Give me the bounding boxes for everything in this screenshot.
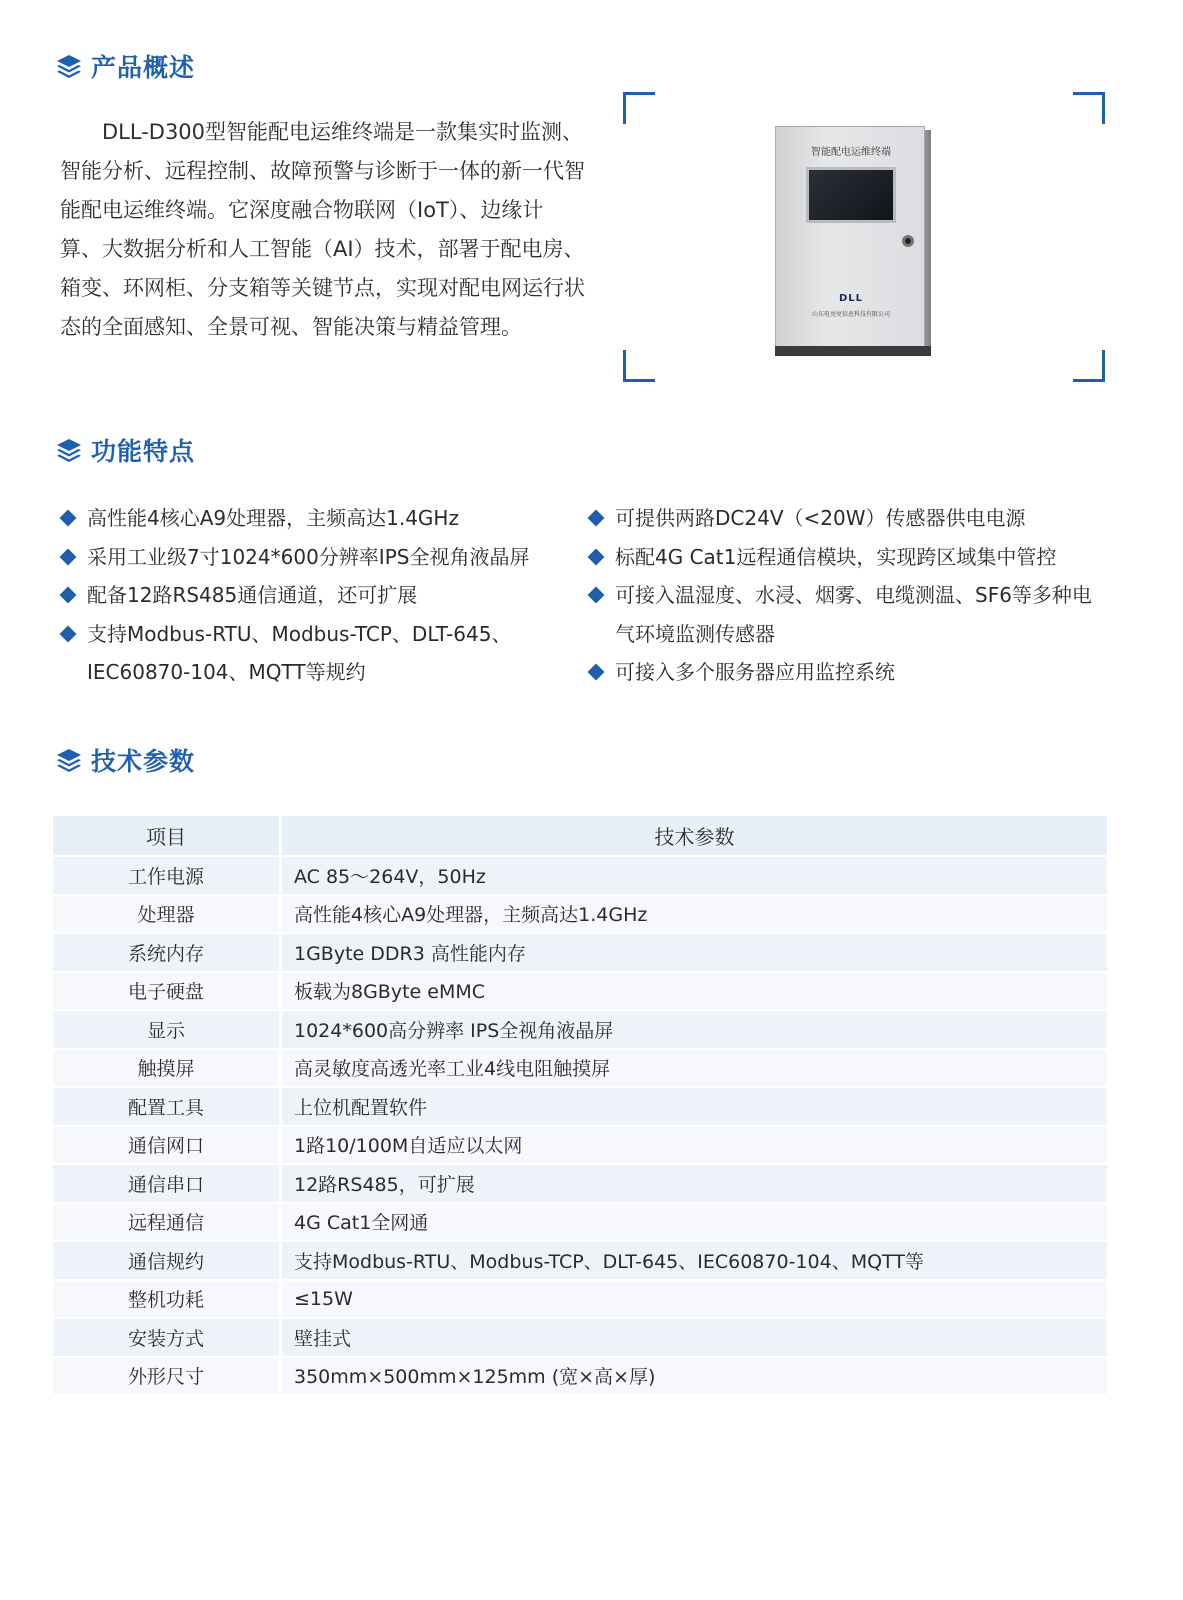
frame-corner xyxy=(623,92,655,124)
feature-text: 可接入多个服务器应用监控系统 xyxy=(615,660,895,684)
spec-value: 1024*600高分辨率 IPS全视角液晶屏 xyxy=(282,1011,1107,1050)
table-row xyxy=(53,1088,1107,1127)
cabinet-panel-title: 智能配电运维终端 xyxy=(811,147,891,158)
diamond-bullet-icon xyxy=(588,510,605,527)
section-heading-overview xyxy=(55,48,195,84)
table-row xyxy=(53,1358,1107,1397)
product-intro-text: DLL-D300型智能配电运维终端是一款集实时监测、智能分析、远程控制、故障预警与诊断于一体的新一代智能配电运维终端。它深度融合物联网（IoT）、边缘计算、大数据分析和人工智能（AI）技术，部署于配电房、箱变、环网柜、分支箱等关键节点，实现对配电网运行状态的全面感知、全景可视、智能决策与精益管理。 xyxy=(60,120,585,339)
feature-text: 可提供两路DC24V（<20W）传感器供电电源 xyxy=(615,506,1026,530)
feature-item xyxy=(60,538,560,577)
diamond-bullet-icon xyxy=(60,587,77,604)
diamond-bullet-icon xyxy=(60,510,77,527)
table-row xyxy=(53,1319,1107,1358)
column-header-item: 项目 xyxy=(53,816,282,857)
feature-text: 可接入温湿度、水浸、烟雾、电缆测温、SF6等多种电气环境监测传感器 xyxy=(615,583,1092,646)
cabinet-company-label: 山东电亮亮信息科技有限公司 xyxy=(811,311,890,318)
table-row xyxy=(53,1165,1107,1204)
column-header-value: 技术参数 xyxy=(282,816,1107,857)
table-row xyxy=(53,1281,1107,1320)
lock-knob-icon xyxy=(902,235,914,247)
feature-text: 标配4G Cat1远程通信模块，实现跨区域集中管控 xyxy=(615,544,1057,569)
table-row xyxy=(53,1011,1107,1050)
layers-stack-icon xyxy=(55,52,83,80)
spec-name: 处理器 xyxy=(53,896,282,935)
spec-table xyxy=(53,816,1107,1396)
spec-name: 配置工具 xyxy=(53,1088,282,1127)
feature-item xyxy=(588,576,1108,653)
diamond-bullet-icon xyxy=(588,664,605,681)
table-row xyxy=(53,857,1107,896)
cabinet-front xyxy=(775,126,925,348)
spec-value: 350mm×500mm×125mm (宽×高×厚) xyxy=(282,1358,1107,1397)
feature-item xyxy=(60,576,560,615)
spec-name: 显示 xyxy=(53,1011,282,1050)
feature-text: 支持Modbus-RTU、Modbus-TCP、DLT-645、IEC60870-104、MQTT等规约 xyxy=(87,621,512,684)
section-heading-features xyxy=(55,432,195,468)
feature-text: 配备12路RS485通信通道，还可扩展 xyxy=(87,583,418,607)
feature-item xyxy=(588,653,1108,692)
table-row xyxy=(53,896,1107,935)
spec-name: 工作电源 xyxy=(53,857,282,896)
spec-name: 安装方式 xyxy=(53,1319,282,1358)
table-row xyxy=(53,934,1107,973)
spec-value: ≤15W xyxy=(282,1281,1107,1320)
cabinet-screen xyxy=(806,167,896,223)
diamond-bullet-icon xyxy=(588,548,605,565)
spec-value: 高性能4核心A9处理器，主频高达1.4GHz xyxy=(282,896,1107,935)
section-title: 技术参数 xyxy=(91,747,196,776)
spec-value: 高灵敏度高透光率工业4线电阻触摸屏 xyxy=(282,1050,1107,1089)
feature-item xyxy=(60,615,560,692)
terminal-cabinet-image xyxy=(775,126,931,356)
table-row xyxy=(53,973,1107,1012)
feature-item xyxy=(588,538,1108,577)
cabinet-logo: DLL xyxy=(838,293,864,304)
spec-value: 4G Cat1全网通 xyxy=(282,1204,1107,1243)
section-title: 产品概述 xyxy=(91,53,196,82)
feature-list-right xyxy=(588,499,1108,692)
frame-corner xyxy=(623,350,655,382)
spec-name: 电子硬盘 xyxy=(53,973,282,1012)
table-row xyxy=(53,1242,1107,1281)
feature-text: 高性能4核心A9处理器，主频高达1.4GHz xyxy=(87,506,459,530)
feature-text: 采用工业级7寸1024*600分辨率IPS全视角液晶屏 xyxy=(87,544,530,569)
spec-name: 通信网口 xyxy=(53,1127,282,1166)
spec-name: 远程通信 xyxy=(53,1204,282,1243)
spec-value: 上位机配置软件 xyxy=(282,1088,1107,1127)
feature-item xyxy=(60,499,560,538)
layers-stack-icon xyxy=(55,436,83,464)
table-row xyxy=(53,1204,1107,1243)
feature-item xyxy=(588,499,1108,538)
spec-value: 支持Modbus-RTU、Modbus-TCP、DLT-645、IEC60870-104、MQTT等 xyxy=(282,1242,1107,1281)
spec-value: 壁挂式 xyxy=(282,1319,1107,1358)
frame-corner xyxy=(1073,350,1105,382)
diamond-bullet-icon xyxy=(60,625,77,642)
frame-corner xyxy=(1073,92,1105,124)
section-heading-specs xyxy=(55,742,195,778)
table-header-row xyxy=(53,816,1107,857)
diamond-bullet-icon xyxy=(60,548,77,565)
spec-name: 系统内存 xyxy=(53,934,282,973)
cabinet-base xyxy=(775,346,931,356)
layers-stack-icon xyxy=(55,746,83,774)
feature-list-left xyxy=(60,499,560,692)
spec-value: 12路RS485，可扩展 xyxy=(282,1165,1107,1204)
spec-value: 1GByte DDR3 高性能内存 xyxy=(282,934,1107,973)
spec-value: 板载为8GByte eMMC xyxy=(282,973,1107,1012)
product-photo xyxy=(623,92,1105,382)
spec-name: 整机功耗 xyxy=(53,1281,282,1320)
spec-value: AC 85～264V，50Hz xyxy=(282,857,1107,896)
table-row xyxy=(53,1127,1107,1166)
table-row xyxy=(53,1050,1107,1089)
spec-name: 触摸屏 xyxy=(53,1050,282,1089)
spec-value: 1路10/100M自适应以太网 xyxy=(282,1127,1107,1166)
diamond-bullet-icon xyxy=(588,587,605,604)
spec-name: 通信规约 xyxy=(53,1242,282,1281)
spec-name: 通信串口 xyxy=(53,1165,282,1204)
spec-name: 外形尺寸 xyxy=(53,1358,282,1397)
section-title: 功能特点 xyxy=(91,437,196,466)
